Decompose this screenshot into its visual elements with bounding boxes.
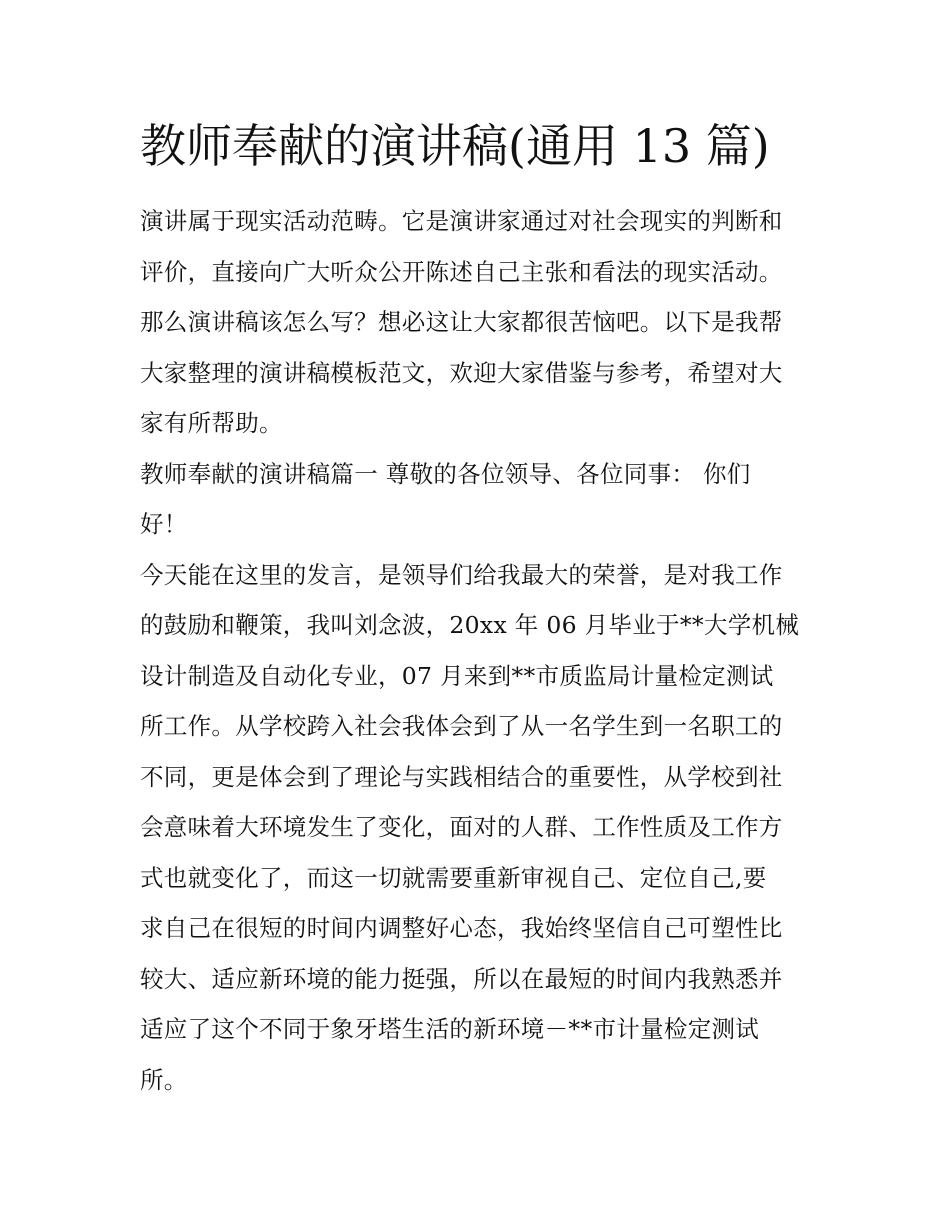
- body-line: 家有所帮助。: [140, 409, 283, 437]
- body-line: 所。: [140, 1065, 188, 1094]
- body-line: 的鼓励和鞭策，我叫刘念波，20xx 年 06 月毕业于**大学机械: [140, 611, 800, 639]
- body-line: 会意味着大环境发生了变化，面对的人群、工作性质及工作方: [140, 813, 783, 841]
- body-line: 所工作。从学校跨入社会我体会到了从一名学生到一名职工的: [140, 712, 783, 740]
- body-line: 今天能在这里的发言，是领导们给我最大的荣誉，是对我工作: [140, 560, 783, 589]
- body-line: 教师奉献的演讲稿篇一 尊敬的各位领导、各位同事： 你们: [140, 459, 751, 488]
- body-line: 大家整理的演讲稿模板范文，欢迎大家借鉴与参考，希望对大: [140, 358, 783, 387]
- body-line: 适应了这个不同于象牙塔生活的新环境－**市计量检定测试: [140, 1015, 760, 1043]
- body-line: 演讲属于现实活动范畴。它是演讲家通过对社会现实的判断和: [140, 207, 783, 235]
- body-line: 求自己在很短的时间内调整好心态，我始终坚信自己可塑性比: [140, 914, 783, 942]
- body-line: 式也就变化了，而这一切就需要重新审视自己、定位自己,要: [140, 863, 767, 892]
- document-title: 教师奉献的演讲稿(通用 13 篇): [140, 119, 770, 173]
- body-line: 评价，直接向广大听众公开陈述自己主张和看法的现实活动。: [140, 257, 783, 286]
- body-line: 不同，更是体会到了理论与实践相结合的重要性，从学校到社: [140, 762, 783, 791]
- document-body: [140, 196, 820, 1105]
- body-line: 那么演讲稿该怎么写？想必这让大家都很苦恼吧。以下是我帮: [140, 308, 783, 336]
- body-line: 较大、适应新环境的能力挺强，所以在最短的时间内我熟悉并: [140, 964, 783, 993]
- body-line: 好！: [140, 510, 188, 538]
- body-line: 设计制造及自动化专业，07 月来到**市质监局计量检定测试: [140, 661, 774, 690]
